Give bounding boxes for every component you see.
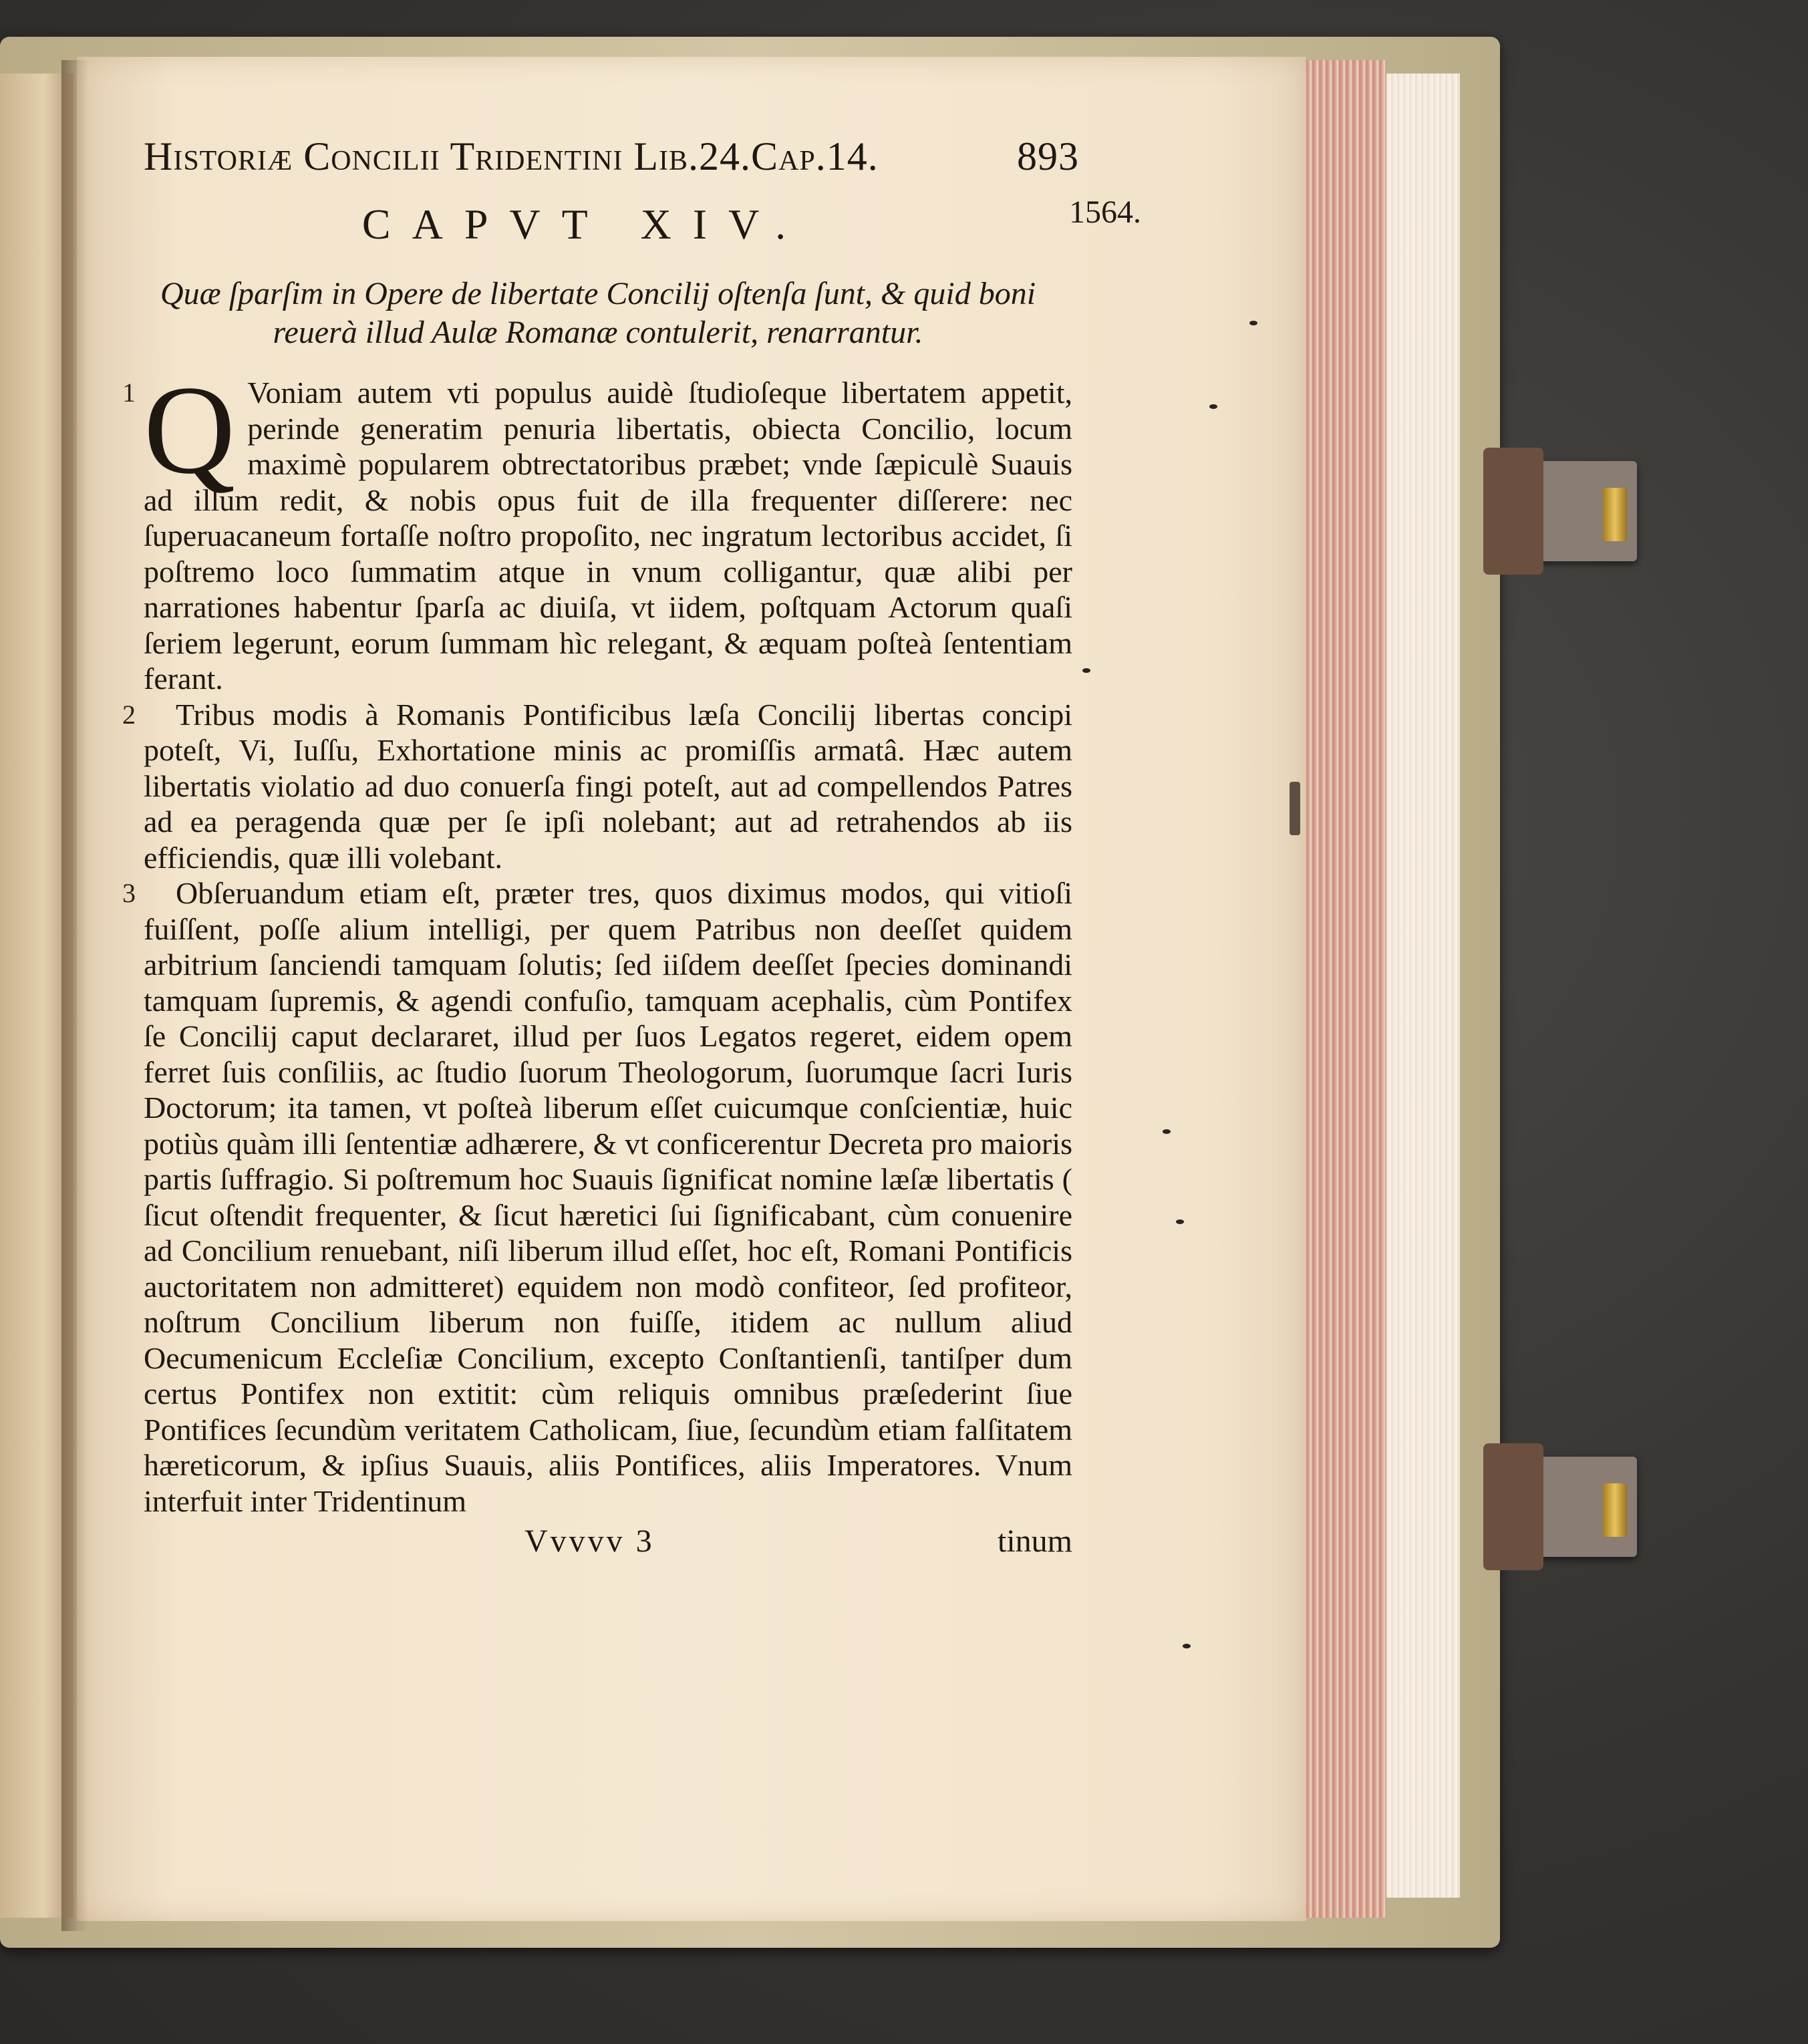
year-marginal-note: 1564. — [1069, 194, 1141, 230]
running-head-title: Historiæ Concilii Tridentini Lib.24.Cap.14. — [144, 134, 879, 178]
catchword: tinum — [997, 1523, 1072, 1559]
paragraph-text: Voniam autem vti populus auidè ſtudioſeque libertatem appetit, perinde generatim penuria libertatis, obiecta Concilio, locum maximè popularem obtrectatoribus præbet; vnde ſæpiculè Suauis ad illum redit, & nobis opus fuit de illa frequenter diſſerere: nec ſuperuacaneum fortaſſe noſtro propoſito, nec ingratum lectoribus accidet, ſi poſtremo loco ſummatim atque in vnum colligantur, quæ alibi per narrationes habentur ſparſa ac diuiſa, vt iidem, poſtquam Actorum quaſi ſeriem legerunt, eorum ſummam hìc relegant, & æquam poſteà ſententiam ferant. — [144, 376, 1072, 696]
book-gutter — [61, 60, 88, 1931]
chapter-summary: Quæ ſparſim in Opere de libertate Concilij oſtenſa ſunt, & quid boni reuerà illud Aulæ Romanæ contulerit, renarrantur. — [160, 276, 1036, 350]
paragraph-number: 3 — [122, 878, 136, 908]
body-text — [122, 360, 1072, 1519]
running-head — [144, 134, 1079, 180]
red-page-edges — [1306, 60, 1386, 1918]
clasp-leather-strap — [1483, 448, 1543, 575]
brass-catch-icon — [1603, 1483, 1627, 1537]
page-text-block — [122, 134, 1086, 1560]
paragraph-number: 2 — [122, 699, 136, 730]
clasp-lower — [1497, 1457, 1637, 1557]
clasp-leather-strap — [1483, 1443, 1543, 1570]
paragraph-3 — [122, 875, 1072, 1519]
page-number: 893 — [1017, 134, 1079, 178]
page-ink-mark — [1290, 782, 1300, 835]
drop-cap: Q — [144, 360, 236, 500]
clasp-upper — [1497, 461, 1637, 561]
paragraph-text: Tribus modis à Romanis Pontificibus læſa Concilij libertas concipi poteſt, Vi, Iuſſu, Exhortatione minis ac promiſſis armatâ. Hæc autem libertatis violatio ad duo conuerſa fingi poteſt, aut ad compellendos Patres ad ea peragenda quæ per ſe ipſi nolebant; aut ad retrahendos ab iis efficiendis, quæ illi volebant. — [144, 697, 1072, 875]
paragraph-number: 1 — [122, 378, 136, 408]
signature-mark: Vvvvv 3 — [524, 1523, 655, 1559]
fore-edge-pages — [1386, 74, 1460, 1898]
page-footer — [144, 1523, 1072, 1560]
paragraph-text: Obſeruandum etiam eſt, præter tres, quos diximus modos, qui vitioſi fuiſſent, poſſe alium intelligi, per quem Patribus non deeſſet quidem arbitrium ſanciendi tamquam ſolutis; ſed iiſdem deeſſet ſpecies dominandi tamquam ſupremis, & agendi confuſio, tamquam acephalis, cùm Pontifex ſe Concilij caput declararet, illud per ſuos Legatos regeret, eidem opem ferret ſuis conſiliis, ac ſtudio ſuorum Theologorum, ſuorumque ſacri Iuris Doctorum; ita tamen, vt poſteà liberum eſſet cuicumque conſcientiæ, huic potiùs quàm illi ſententiæ adhærere, & vt conficerentur Decreta pro maioris partis ſuffragio. Si poſtremum hoc Suauis ſignificat nomine læſæ libertatis ( ſicut oſtendit frequenter, & ſicut hæretici ſui ſignificabant, cùm conuenire ad Concilium renuebant, niſi liberum illud eſſet, hoc eſt, Romani Pontificis auctoritatem non admitteret) equidem non modò confiteor, ſed profiteor, noſtrum Concilium liberum non fuiſſe, itidem ac nullum aliud Oecumenicum Eccleſiæ Concilium, excepto Conſtantienſi, tantiſper dum certus Pontifex non extitit: cùm reliquis omnibus præſederint ſiue Pontifices ſecundùm veritatem Catholicam, ſiue, ſecundùm etiam falſitatem hæreticorum, & ipſius Suauis, aliis Pontifices, aliis Imperatores. Vnum interfuit inter Tridentinum — [144, 876, 1072, 1518]
paragraph-2 — [122, 697, 1072, 876]
brass-catch-icon — [1603, 488, 1627, 541]
paragraph-1 — [122, 360, 1072, 697]
chapter-heading: CAPVT XIV. — [361, 200, 808, 248]
